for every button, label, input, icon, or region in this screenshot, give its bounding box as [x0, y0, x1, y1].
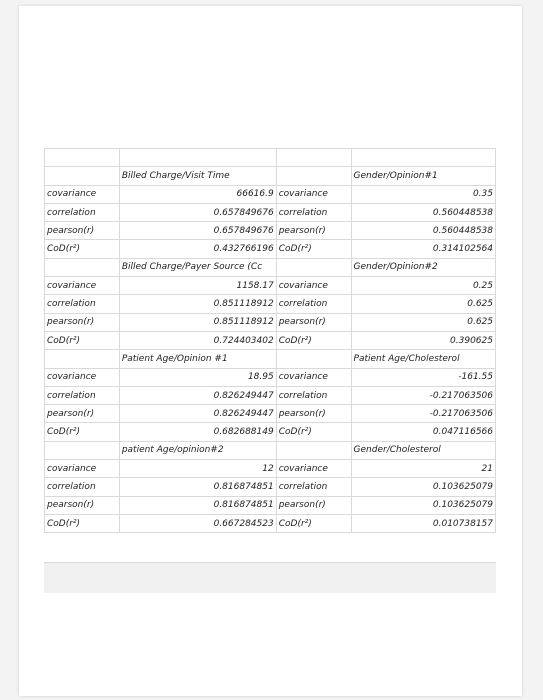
stat-label[interactable]: correlation [45, 203, 120, 221]
table-row [45, 496, 496, 514]
stat-label[interactable]: pearson(r) [276, 496, 351, 514]
stat-label[interactable]: covariance [276, 460, 351, 478]
stat-label[interactable]: CoD(r²) [45, 331, 120, 349]
right-section-title[interactable]: Gender/Cholesterol [351, 441, 495, 459]
left-section-title[interactable]: Billed Charge/Payer Source (Cc [119, 258, 276, 276]
stat-label[interactable]: covariance [276, 185, 351, 203]
stat-label[interactable]: correlation [45, 478, 120, 496]
block-header-row [45, 350, 496, 368]
stat-label[interactable]: pearson(r) [45, 222, 120, 240]
table-row [45, 222, 496, 240]
stat-value[interactable]: 0.667284523 [119, 514, 276, 532]
stat-label[interactable]: CoD(r²) [276, 331, 351, 349]
empty-cell[interactable] [45, 167, 120, 185]
stat-label[interactable]: pearson(r) [276, 313, 351, 331]
stat-value[interactable]: -0.217063506 [351, 405, 495, 423]
stat-value[interactable]: 66616.9 [119, 185, 276, 203]
stat-label[interactable]: correlation [45, 295, 120, 313]
document-page [19, 6, 522, 696]
stat-value[interactable]: 0.560448538 [351, 222, 495, 240]
table-row [45, 185, 496, 203]
stat-value[interactable]: 1158.17 [119, 277, 276, 295]
empty-cell[interactable] [45, 441, 120, 459]
stat-label[interactable]: CoD(r²) [276, 423, 351, 441]
stat-label[interactable]: pearson(r) [45, 313, 120, 331]
left-section-title[interactable]: patient Age/opinion#2 [119, 441, 276, 459]
empty-cell[interactable] [45, 350, 120, 368]
stat-label[interactable]: CoD(r²) [276, 240, 351, 258]
table-row [45, 386, 496, 404]
stat-value[interactable]: -0.217063506 [351, 386, 495, 404]
stat-label[interactable]: covariance [276, 277, 351, 295]
stat-value[interactable]: 0.010738157 [351, 514, 495, 532]
stat-label[interactable]: correlation [45, 386, 120, 404]
stat-label[interactable]: covariance [45, 277, 120, 295]
right-section-title[interactable]: Patient Age/Cholesterol [351, 350, 495, 368]
stat-label[interactable]: covariance [45, 368, 120, 386]
stat-value[interactable]: 12 [119, 460, 276, 478]
stat-value[interactable]: 0.657849676 [119, 203, 276, 221]
table-row [45, 368, 496, 386]
stat-label[interactable]: covariance [45, 460, 120, 478]
stat-label[interactable]: covariance [45, 185, 120, 203]
stat-value[interactable]: 0.826249447 [119, 405, 276, 423]
empty-cell[interactable] [119, 149, 276, 167]
spreadsheet-grid [44, 148, 496, 533]
stat-value[interactable]: 0.25 [351, 277, 495, 295]
stat-value[interactable]: 21 [351, 460, 495, 478]
empty-cell[interactable] [276, 350, 351, 368]
table-row [45, 460, 496, 478]
empty-cell[interactable] [45, 258, 120, 276]
empty-cell[interactable] [276, 441, 351, 459]
table-row [45, 277, 496, 295]
stat-value[interactable]: 0.103625079 [351, 478, 495, 496]
block-header-row [45, 167, 496, 185]
table-row [45, 295, 496, 313]
stat-value[interactable]: 0.724403402 [119, 331, 276, 349]
stat-label[interactable]: CoD(r²) [45, 423, 120, 441]
empty-cell[interactable] [276, 149, 351, 167]
empty-rows-area [44, 562, 496, 593]
table-row [45, 331, 496, 349]
stat-value[interactable]: 0.35 [351, 185, 495, 203]
stat-value[interactable]: 0.851118912 [119, 313, 276, 331]
stat-label[interactable]: pearson(r) [45, 496, 120, 514]
right-section-title[interactable]: Gender/Opinion#1 [351, 167, 495, 185]
stat-label[interactable]: CoD(r²) [276, 514, 351, 532]
spacer-row [45, 149, 496, 167]
table-row [45, 514, 496, 532]
stat-value[interactable]: 0.625 [351, 313, 495, 331]
empty-cell[interactable] [351, 149, 495, 167]
block-header-row [45, 258, 496, 276]
right-section-title[interactable]: Gender/Opinion#2 [351, 258, 495, 276]
stat-label[interactable]: pearson(r) [276, 222, 351, 240]
stat-value[interactable]: 0.432766196 [119, 240, 276, 258]
stat-value[interactable]: 0.682688149 [119, 423, 276, 441]
empty-cell[interactable] [45, 149, 120, 167]
stat-value[interactable]: -161.55 [351, 368, 495, 386]
stat-value[interactable]: 0.657849676 [119, 222, 276, 240]
stat-label[interactable]: correlation [276, 203, 351, 221]
block-header-row [45, 441, 496, 459]
stat-value[interactable]: 0.625 [351, 295, 495, 313]
left-section-title[interactable]: Patient Age/Opinion #1 [119, 350, 276, 368]
stat-label[interactable]: correlation [276, 295, 351, 313]
empty-cell[interactable] [276, 167, 351, 185]
stat-value[interactable]: 0.826249447 [119, 386, 276, 404]
table-row [45, 405, 496, 423]
stat-value[interactable]: 0.314102564 [351, 240, 495, 258]
table-row [45, 313, 496, 331]
stat-value[interactable]: 0.103625079 [351, 496, 495, 514]
stat-value[interactable]: 0.816874851 [119, 478, 276, 496]
stat-label[interactable]: pearson(r) [276, 405, 351, 423]
stat-value[interactable]: 18.95 [119, 368, 276, 386]
table-row [45, 423, 496, 441]
table-row [45, 240, 496, 258]
stat-value[interactable]: 0.816874851 [119, 496, 276, 514]
stat-label[interactable]: covariance [276, 368, 351, 386]
stat-label[interactable]: correlation [276, 386, 351, 404]
empty-cell[interactable] [276, 258, 351, 276]
stat-value[interactable]: 0.047116566 [351, 423, 495, 441]
stat-label[interactable]: correlation [276, 478, 351, 496]
table-row [45, 478, 496, 496]
left-section-title[interactable]: Billed Charge/Visit Time [119, 167, 276, 185]
table-row [45, 203, 496, 221]
stat-label[interactable]: CoD(r²) [45, 514, 120, 532]
stat-label[interactable]: CoD(r²) [45, 240, 120, 258]
stat-value[interactable]: 0.851118912 [119, 295, 276, 313]
stat-value[interactable]: 0.560448538 [351, 203, 495, 221]
stat-label[interactable]: pearson(r) [45, 405, 120, 423]
stat-value[interactable]: 0.390625 [351, 331, 495, 349]
